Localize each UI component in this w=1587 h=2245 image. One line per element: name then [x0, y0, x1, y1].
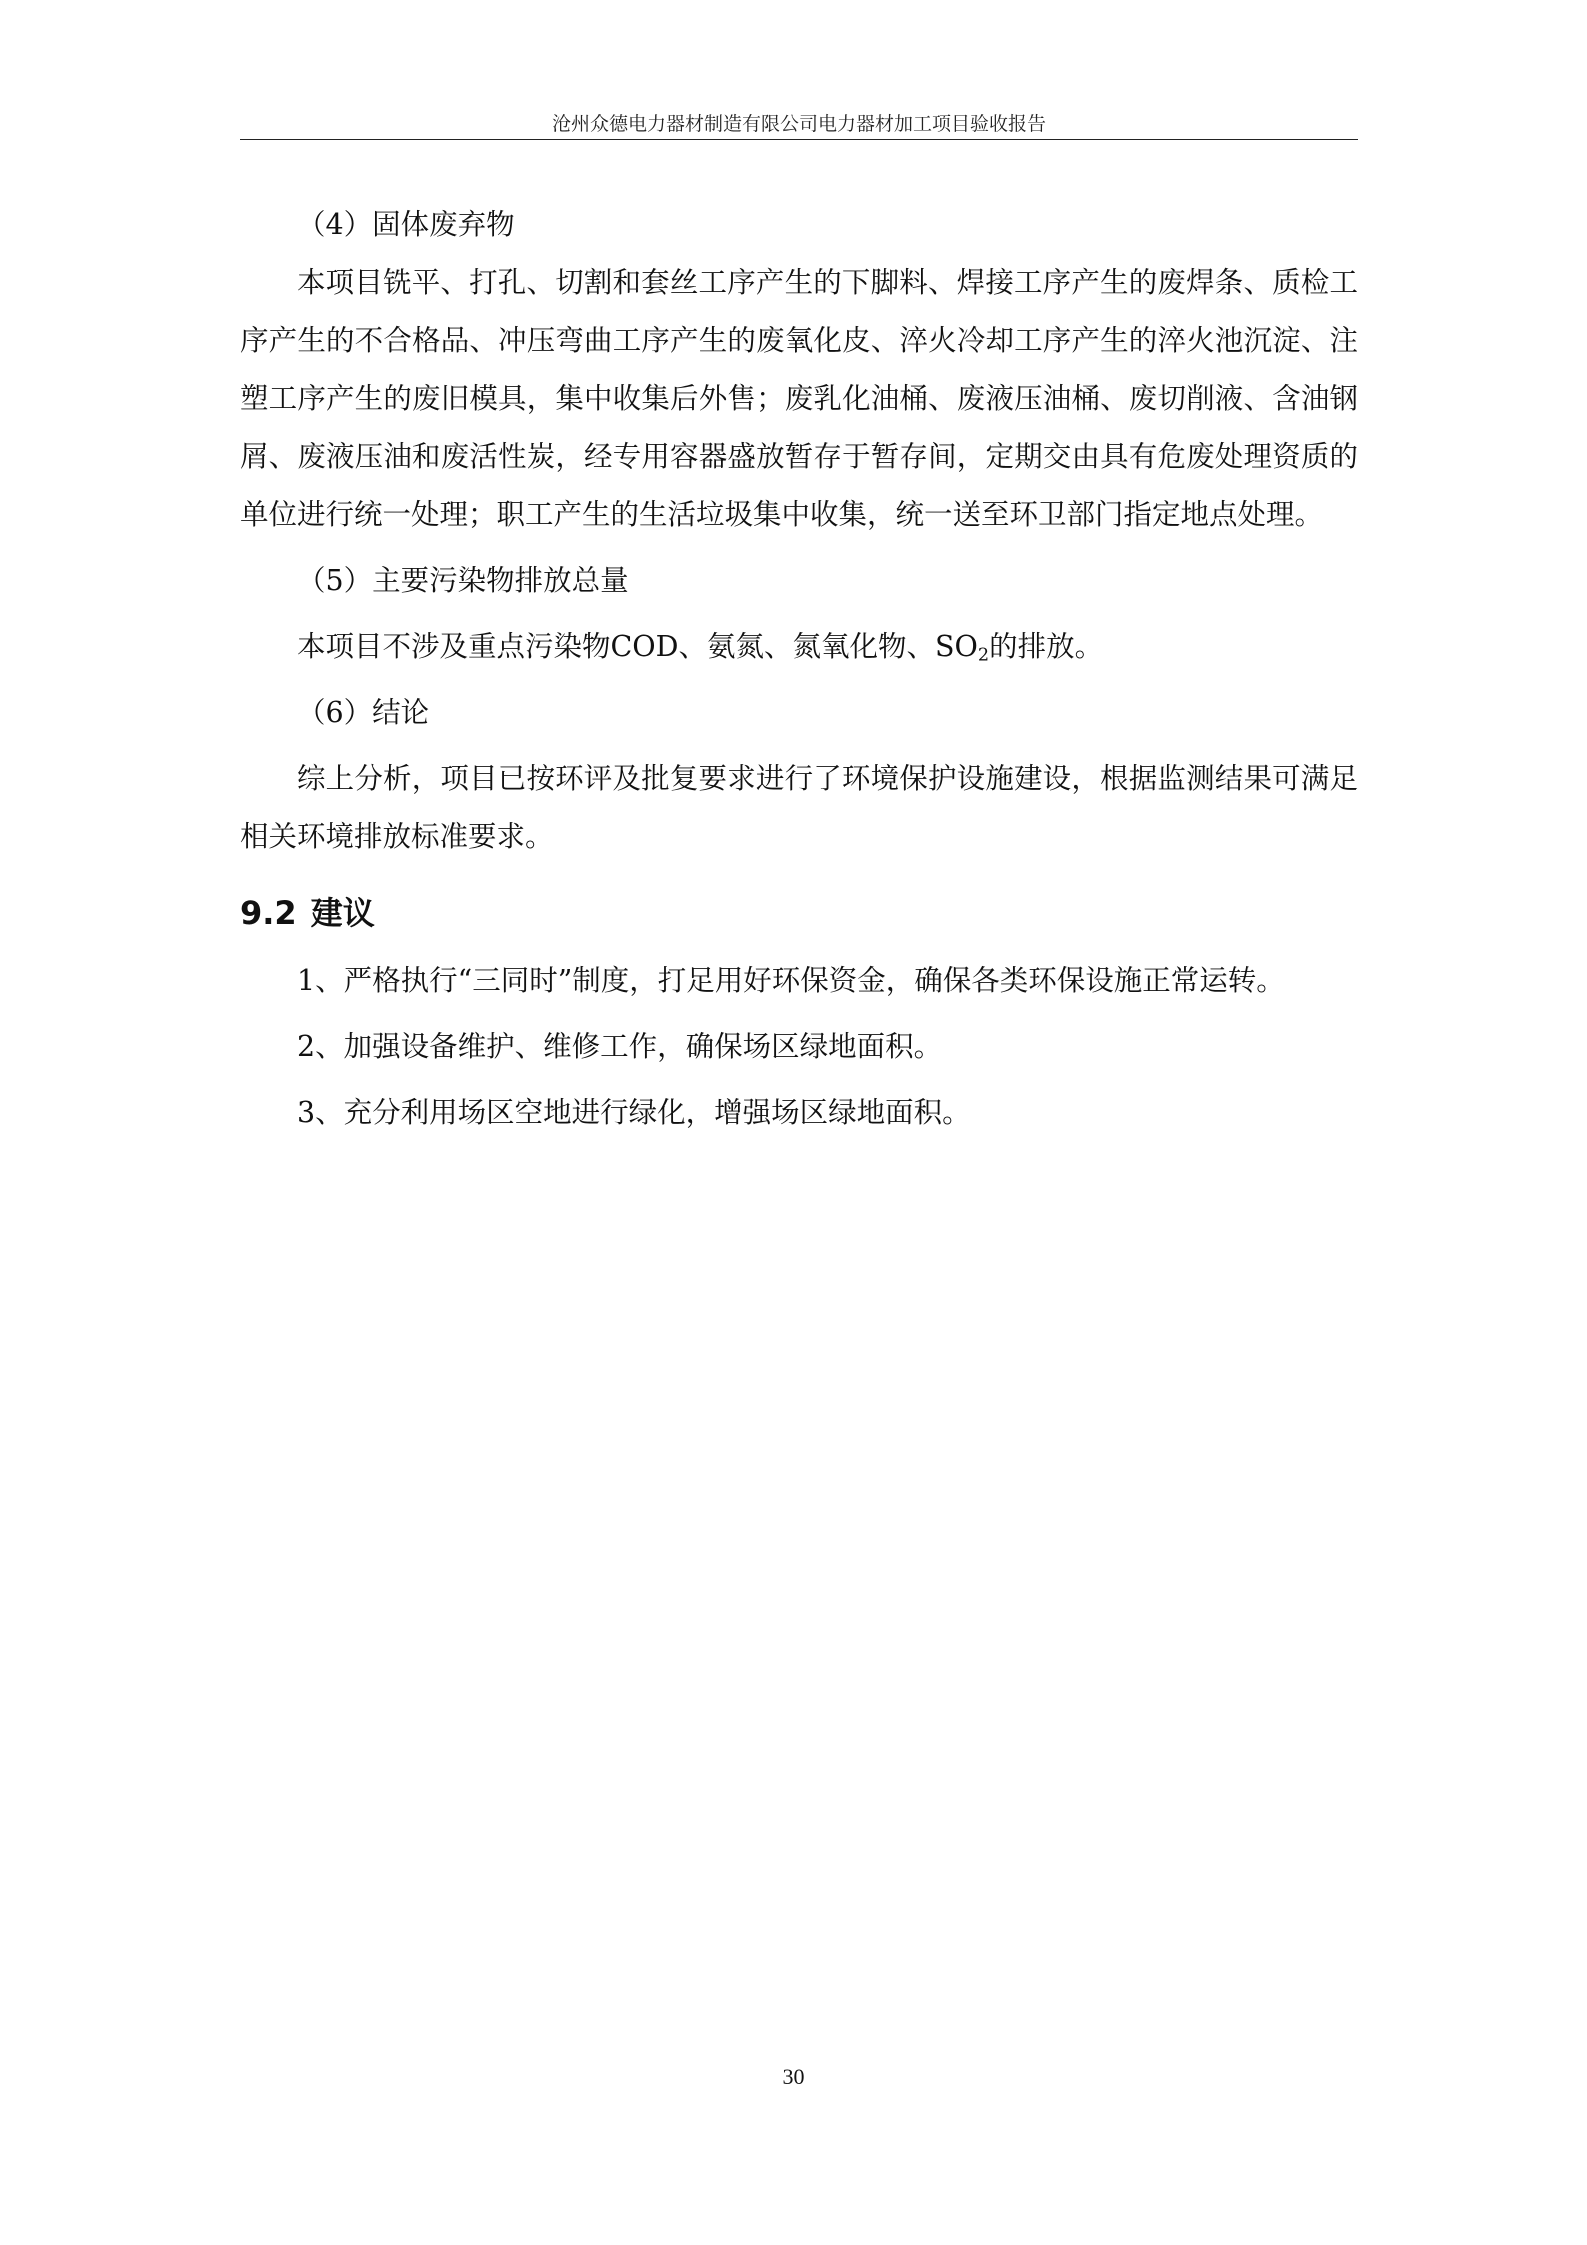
page-number: 30: [782, 2064, 805, 2089]
suggestion-item-3: 3、充分利用场区空地进行绿化，增强场区绿地面积。: [297, 1096, 971, 1129]
subheading-conclusion: （6）结论: [297, 696, 430, 729]
section-number: 9.2: [240, 894, 297, 932]
paragraph-solid-waste: 本项目铣平、打孔、切割和套丝工序产生的下脚料、焊接工序产生的废焊条、质检工序产生的不合格品、冲压弯曲工序产生的废氧化皮、淬火冷却工序产生的淬火池沉淀、注塑工序产生的废旧模具，集中收集后外售；废乳化油桶、废液压油桶、废切削液、含油钢屑、废液压油和废活性炭，经专用容器盛放暂存于暂存间，定期交由具有危废处理资质的单位进行统一处理；职工产生的生活垃圾集中收集，统一送至环卫部门指定地点处理。: [240, 266, 1358, 531]
paragraph-conclusion: 综上分析，项目已按环评及批复要求进行了环境保护设施建设，根据监测结果可满足相关环境排放标准要求。: [240, 762, 1358, 853]
page-header-title: 沧州众德电力器材制造有限公司电力器材加工项目验收报告: [551, 113, 1046, 135]
spacer: [240, 544, 1358, 552]
pollutant-text-end: 的排放。: [989, 630, 1104, 663]
suggestion-item-2: 2、加强设备维护、维修工作，确保场区绿地面积。: [297, 1030, 943, 1063]
subheading-solid-waste: （4）固体废弃物: [297, 208, 515, 241]
spacer: [240, 676, 1358, 684]
document-body: [240, 196, 1358, 1142]
spacer: [240, 610, 1358, 618]
section-heading-suggestions: [240, 884, 1358, 942]
paragraph-pollutant-total: [240, 618, 1358, 676]
suggestion-item-1: 1、严格执行“三同时”制度，打足用好环保资金，确保各类环保设施正常运转。: [297, 964, 1285, 997]
pollutant-text: 本项目不涉及重点污染物COD、氨氮、氮氧化物、SO: [297, 630, 978, 663]
spacer: [240, 1010, 1358, 1018]
header-divider: [240, 139, 1358, 140]
subscript-2: 2: [977, 645, 990, 666]
subheading-pollutant-total: （5）主要污染物排放总量: [297, 564, 629, 597]
spacer: [240, 742, 1358, 750]
section-title: 建议: [310, 894, 375, 932]
spacer: [240, 1076, 1358, 1084]
